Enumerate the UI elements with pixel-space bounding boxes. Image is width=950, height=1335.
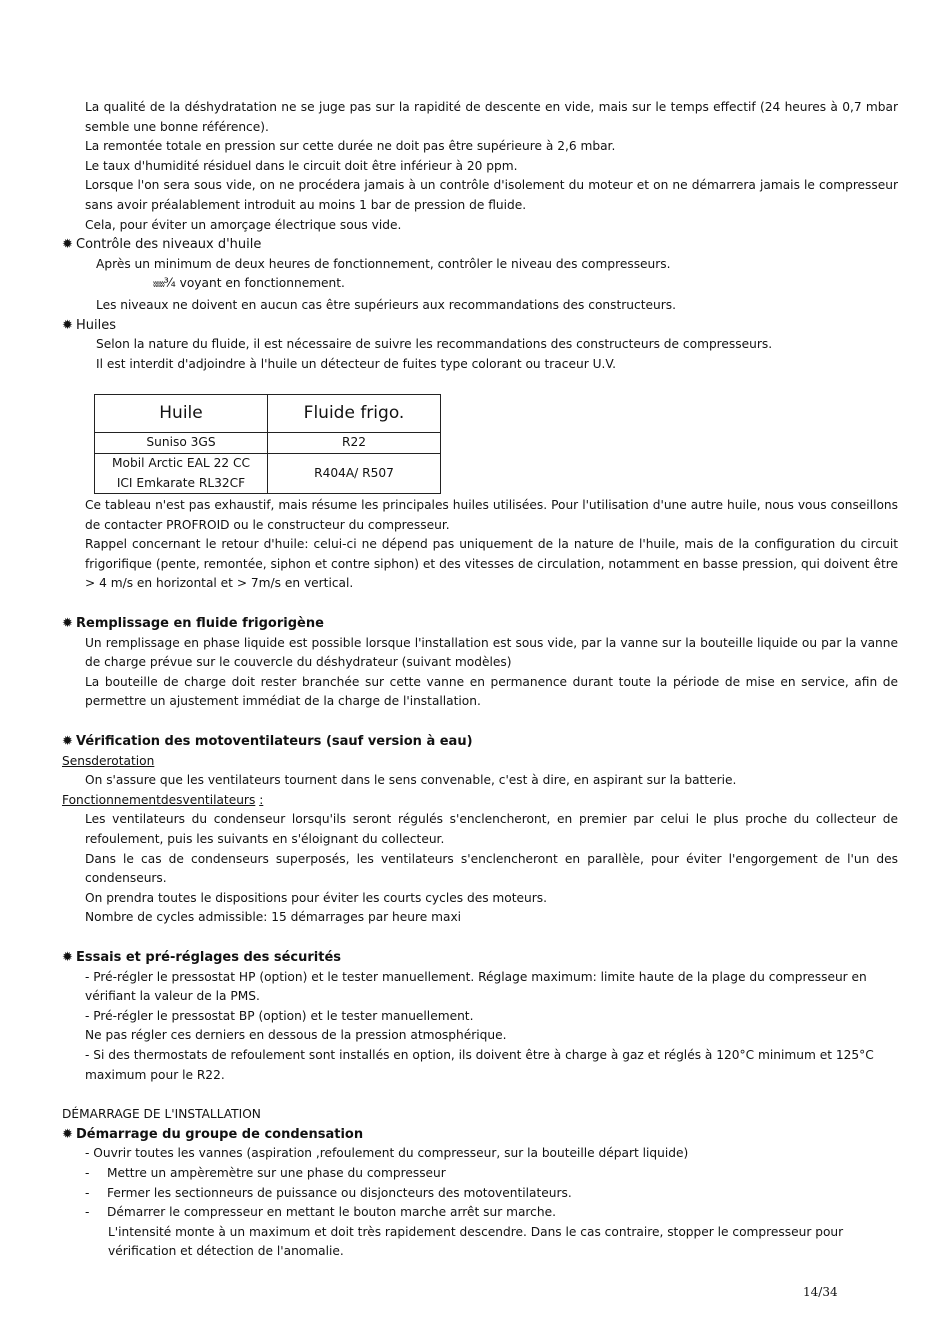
- essais-line: - Pré-régler le pressostat BP (option) et le tester manuellement.: [85, 1008, 474, 1023]
- controle-line: Après un minimum de deux heures de fonctionnement, contrôler le niveau des compresseurs.: [96, 256, 671, 271]
- subheading-fonctionnement: [62, 791, 950, 811]
- heading-text: Démarrage du groupe de condensation: [76, 1126, 364, 1142]
- demarrage-item: [85, 1164, 898, 1184]
- dash-marker: -: [85, 1205, 90, 1220]
- heading-text: Essais et pré-réglages des sécurités: [76, 949, 342, 965]
- demarrage-item: [85, 1203, 898, 1223]
- item-text: Mettre un ampèremètre sur une phase du compresseur: [107, 1165, 446, 1180]
- section-heading-essais: [62, 948, 950, 968]
- oil-name: Mobil Arctic EAL 22 CC: [112, 455, 250, 470]
- voyant-fraction: ¾: [163, 276, 176, 291]
- verification-line: Les ventilateurs du condenseur lorsqu'ils seront régulés s'enclencheront, en premier par celui le plus proche du collecteur de refoulement, puis les suivants en s'éloignant du collecteur.: [85, 812, 898, 846]
- after-table-paragraph: Rappel concernant le retour d'huile: celui-ci ne dépend pas uniquement de la nature de l'huile, mais de la configuration du circuit frigorifique (pente, remontée, siphon et contre siphon) et des vitesses de circulation, notamment en basse pression, qui doivent être > 4 m/s en horizontal et > 7m/s en vertical.: [85, 537, 898, 591]
- voyant-line: [153, 274, 950, 296]
- bullet-icon: ✹: [62, 616, 73, 632]
- section-heading-verification: [62, 732, 950, 752]
- demarrage-line: - Ouvrir toutes les vannes (aspiration ,refoulement du compresseur, sur la bouteille départ liquide): [85, 1146, 689, 1161]
- controle-line: Les niveaux ne doivent en aucun cas être supérieurs aux recommandations des constructeurs.: [96, 297, 676, 312]
- table-cell-oil: [95, 453, 268, 493]
- subheading-rotation: [62, 752, 950, 772]
- verification-line: On prendra toutes le dispositions pour éviter les courts cycles des moteurs.: [85, 890, 547, 905]
- after-table-paragraph: Ce tableau n'est pas exhaustif, mais résume les principales huiles utilisées. Pour l'utilisation d'une autre huile, nous vous conseillons de contacter PROFROID ou le constructeur du compresseur.: [85, 498, 898, 532]
- oil-table: [94, 394, 441, 494]
- bullet-icon: ✹: [62, 317, 73, 333]
- demarrage-title: DÉMARRAGE DE L'INSTALLATION: [62, 1107, 261, 1122]
- table-cell-fluid: R22: [268, 433, 441, 454]
- table-header-oil: Huile: [95, 395, 268, 433]
- essais-line: - Pré-régler le pressostat HP (option) et le tester manuellement. Réglage maximum: limite haute de la plage du compresseur en vérifiant la valeur de la PMS.: [85, 969, 867, 1004]
- essais-line: - Si des thermostats de refoulement sont installés en option, ils doivent être à charge à gaz et réglés à 120°C minimum et 125°C maximum pour le R22.: [85, 1047, 874, 1082]
- dash-marker: -: [85, 1185, 90, 1200]
- bullet-icon: ✹: [62, 949, 73, 965]
- oil-name: ICI Emkarate RL32CF: [116, 475, 246, 490]
- bullet-icon: ✹: [62, 734, 73, 750]
- rotation-line: On s'assure que les ventilateurs tournent dans le sens convenable, c'est à dire, en aspirant sur la batterie.: [85, 773, 737, 788]
- table-cell-oil: Suniso 3GS: [95, 433, 268, 454]
- dash-marker: -: [85, 1165, 90, 1180]
- intro-paragraph: La remontée totale en pression sur cette durée ne doit pas être supérieure à 2,6 mbar.: [85, 139, 616, 154]
- table-header-fluid: Fluide frigo.: [268, 395, 441, 433]
- intro-paragraph: Lorsque l'on sera sous vide, on ne procédera jamais à un contrôle d'isolement du moteur et on ne démarrera jamais le compresseur sans avoir préalablement introduit au moins 1 bar de pression de fluide.: [85, 178, 898, 212]
- verification-line: Nombre de cycles admissible: 15 démarrages par heure maxi: [85, 910, 462, 925]
- heading-text: Remplissage en fluide frigorigène: [76, 616, 324, 632]
- section-heading-controle: [62, 235, 950, 255]
- bullet-icon: ✹: [62, 237, 73, 253]
- heading-text: Vérification des motoventilateurs (sauf version à eau): [76, 734, 473, 750]
- huiles-line: Selon la nature du fluide, il est nécessaire de suivre les recommandations des constructeurs de compresseurs.: [96, 337, 773, 352]
- intro-paragraph: Cela, pour éviter un amorçage électrique sous vide.: [85, 217, 402, 232]
- intro-paragraph: Le taux d'humidité résiduel dans le circuit doit être inférieur à 20 ppm.: [85, 158, 518, 173]
- essais-line: Ne pas régler ces derniers en dessous de la pression atmosphérique.: [85, 1028, 507, 1043]
- heading-text: Contrôle des niveaux d'huile: [76, 237, 262, 253]
- heading-text: Huiles: [76, 317, 117, 333]
- section-heading-remplissage: [62, 614, 950, 634]
- demarrage-note: L'intensité monte à un maximum et doit très rapidement descendre. Dans le cas contraire, stopper le compresseur pour vérification et détection de l'anomalie.: [108, 1224, 844, 1259]
- huiles-line: Il est interdit d'adjoindre à l'huile un détecteur de fuites type colorant ou traceur U.V.: [96, 356, 617, 371]
- item-text: Démarrer le compresseur en mettant le bouton marche arrêt sur marche.: [107, 1205, 556, 1220]
- item-text: Fermer les sectionneurs de puissance ou disjoncteurs des motoventilateurs.: [107, 1185, 572, 1200]
- bullet-icon: ✹: [62, 1126, 73, 1142]
- intro-paragraph: La qualité de la déshydratation ne se juge pas sur la rapidité de descente en vide, mais sur le temps effectif (24 heures à 0,7 mbar semble une bonne référence).: [85, 100, 898, 134]
- remplissage-line: La bouteille de charge doit rester branchée sur cette vanne en permanence durant toute la période de mise en service, afin de permettre un ajustement immédiat de la charge de l'installation.: [85, 674, 898, 709]
- oil-level-icon: ʬʬʬ: [153, 280, 164, 291]
- subheading-text: Fonctionnementdesventilateurs: [62, 792, 256, 807]
- verification-line: Dans le cas de condenseurs superposés, les ventilateurs s'enclencheront en parallèle, pour éviter l'engorgement de l'un des condenseurs.: [85, 851, 898, 886]
- section-heading-huiles: [62, 316, 950, 336]
- subheading-text: Sensderotation: [62, 753, 155, 768]
- demarrage-item: [85, 1184, 898, 1204]
- section-heading-demarrage: [62, 1125, 950, 1145]
- subheading-colon: :: [259, 792, 264, 807]
- table-cell-fluid: R404A/ R507: [268, 453, 441, 493]
- voyant-text: voyant en fonctionnement.: [179, 276, 345, 291]
- remplissage-line: Un remplissage en phase liquide est possible lorsque l'installation est sous vide, par la vanne sur la bouteille liquide ou par la vanne de charge prévue sur le couvercle du déshydrateur (suivant modèles): [85, 635, 898, 670]
- document-page: [0, 98, 950, 1262]
- page-number: 14/34: [803, 1285, 838, 1299]
